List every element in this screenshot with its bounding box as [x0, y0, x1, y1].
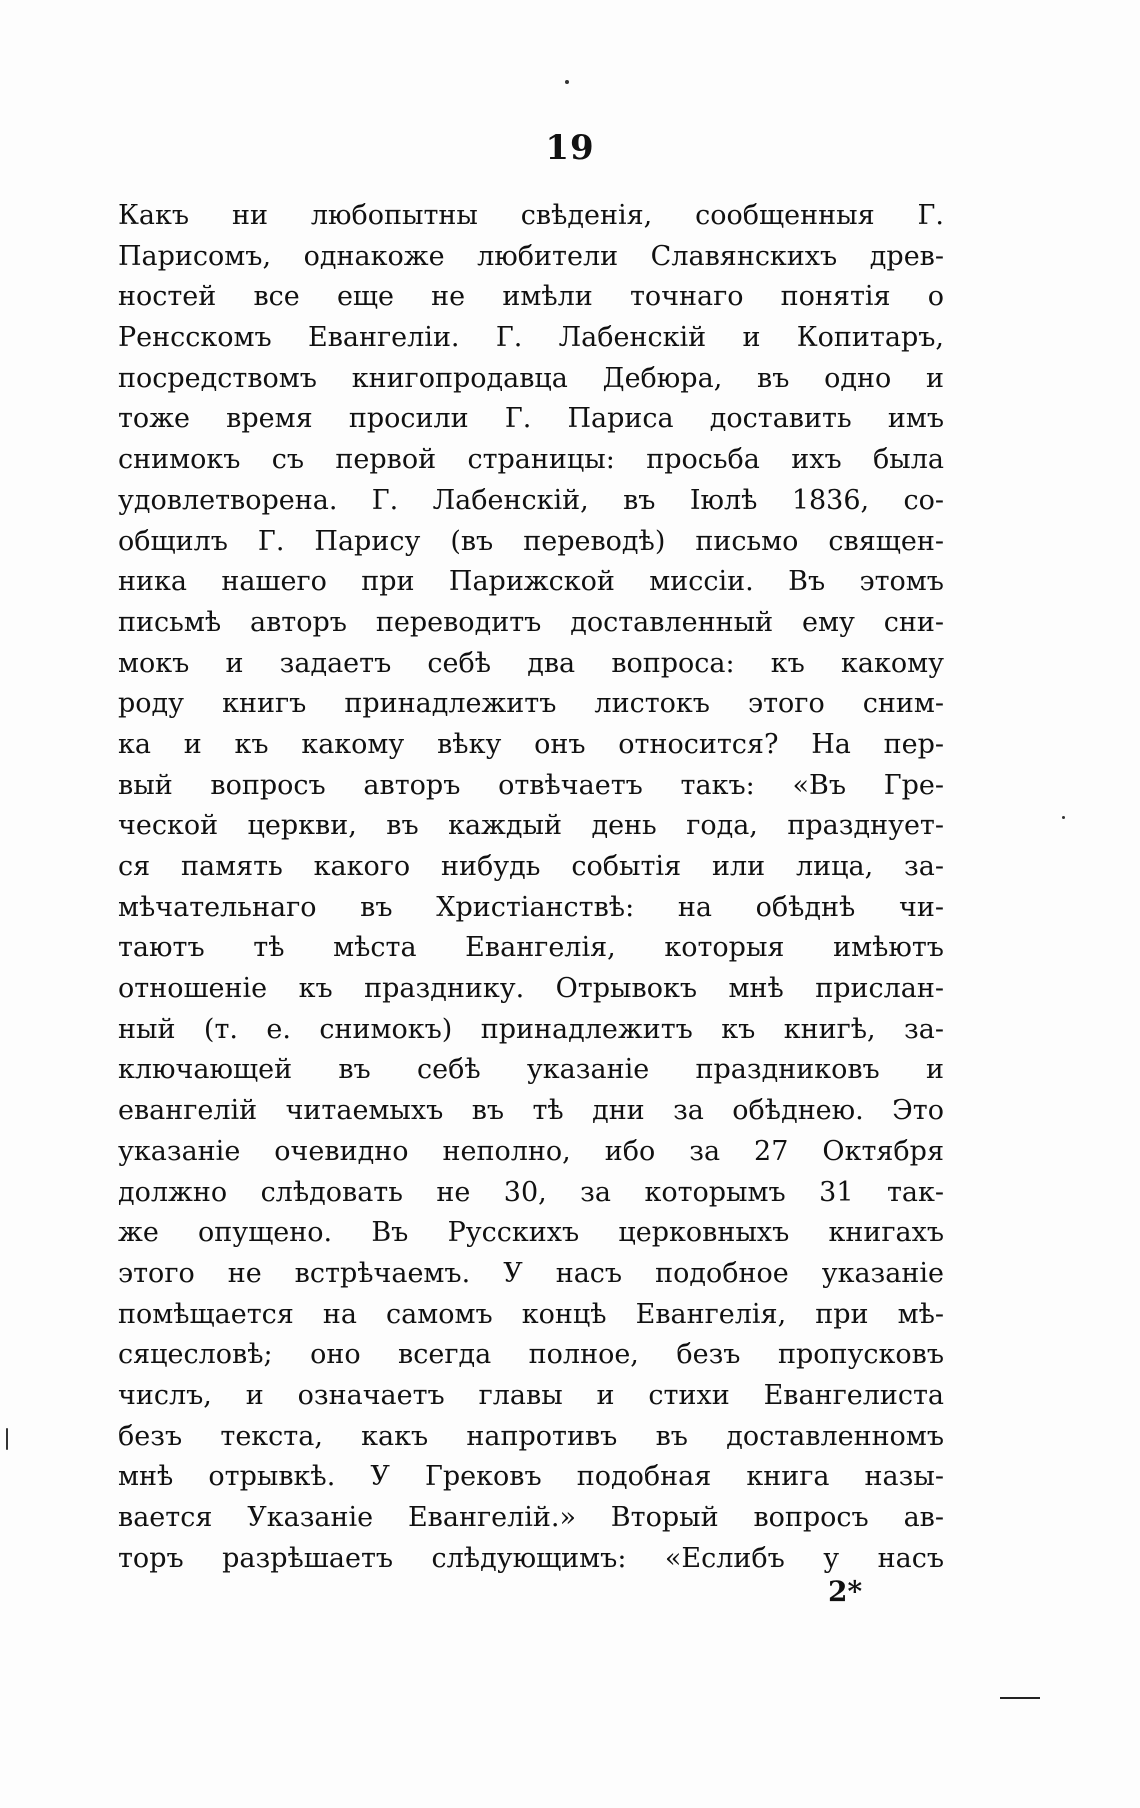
text-line: посредствомъ книгопродавца Дебюра, въ одно и — [118, 362, 944, 394]
text-line: указаніе очевидно неполно, ибо за 27 Октября — [118, 1135, 944, 1167]
text-line: торъ разрѣшаетъ слѣдующимъ: «Еслибъ у насъ — [118, 1542, 944, 1574]
text-line: роду книгъ принадлежитъ листокъ этого сним- — [118, 688, 944, 720]
ink-speck — [1062, 816, 1065, 819]
text-line: же опущено. Въ Русскихъ церковныхъ книгахъ — [118, 1217, 944, 1249]
text-line: вый вопросъ авторъ отвѣчаетъ такъ: «Въ Гре- — [118, 769, 944, 801]
text-line: мокъ и задаетъ себѣ два вопроса: къ какому — [118, 647, 944, 679]
text-line: отношеніе къ празднику. Отрывокъ мнѣ прислан- — [118, 973, 944, 1005]
body-text — [118, 196, 944, 1579]
text-line: Парисомъ, однакоже любители Славянскихъ древ- — [118, 240, 944, 272]
ink-speck — [6, 1428, 8, 1450]
signature-mark: 2* — [828, 1575, 863, 1608]
text-line: мнѣ отрывкѣ. У Грековъ подобная книга назы- — [118, 1461, 944, 1493]
text-line: тоже время просили Г. Париса доставить имъ — [118, 403, 944, 435]
text-line: безъ текста, какъ напротивъ въ доставленномъ — [118, 1420, 944, 1452]
ink-speck — [565, 80, 569, 84]
text-line: удовлетворена. Г. Лабенскій, въ Іюлѣ 1836, со- — [118, 484, 944, 516]
text-line: таютъ тѣ мѣста Евангелія, которыя имѣютъ — [118, 932, 944, 964]
text-line: сяцесловѣ; оно всегда полное, безъ пропусковъ — [118, 1339, 944, 1371]
text-line: Ренсскомъ Евангеліи. Г. Лабенскій и Копитаръ, — [118, 322, 944, 354]
text-line: ключающей въ себѣ указаніе праздниковъ и — [118, 1054, 944, 1086]
text-line: ка и къ какому вѣку онъ относится? На пер- — [118, 728, 944, 760]
text-line: этого не встрѣчаемъ. У насъ подобное указаніе — [118, 1257, 944, 1289]
text-line: числъ, и означаетъ главы и стихи Евангелиста — [118, 1379, 944, 1411]
text-line: общилъ Г. Парису (въ переводѣ) письмо священ- — [118, 525, 944, 557]
text-line: Какъ ни любопытны свѣденія, сообщенныя Г. — [118, 200, 944, 231]
text-line: письмѣ авторъ переводитъ доставленный ему сни- — [118, 606, 944, 638]
text-line: помѣщается на самомъ концѣ Евангелія, при мѣ- — [118, 1298, 944, 1330]
text-line: евангелій читаемыхъ въ тѣ дни за обѣднею. Это — [118, 1095, 944, 1127]
text-line: вается Указаніе Евангелій.» Вторый вопросъ ав- — [118, 1502, 944, 1533]
text-line: ческой церкви, въ каждый день года, празднует- — [118, 810, 944, 842]
text-line: ника нашего при Парижской миссіи. Въ этомъ — [118, 566, 944, 598]
text-line: мѣчательнаго въ Христіанствѣ: на обѣднѣ чи- — [118, 891, 944, 923]
text-line: должно слѣдовать не 30, за которымъ 31 так- — [118, 1176, 944, 1208]
text-line: ный (т. е. снимокъ) принадлежитъ къ книгѣ, за- — [118, 1013, 944, 1045]
text-line: ностей все еще не имѣли точнаго понятія о — [118, 281, 944, 313]
text-line: ся память какого нибудь событія или лица, за- — [118, 851, 944, 882]
margin-dash — [1000, 1697, 1040, 1699]
page-number: 19 — [545, 128, 595, 168]
text-line: снимокъ съ первой страницы: просьба ихъ была — [118, 444, 944, 476]
